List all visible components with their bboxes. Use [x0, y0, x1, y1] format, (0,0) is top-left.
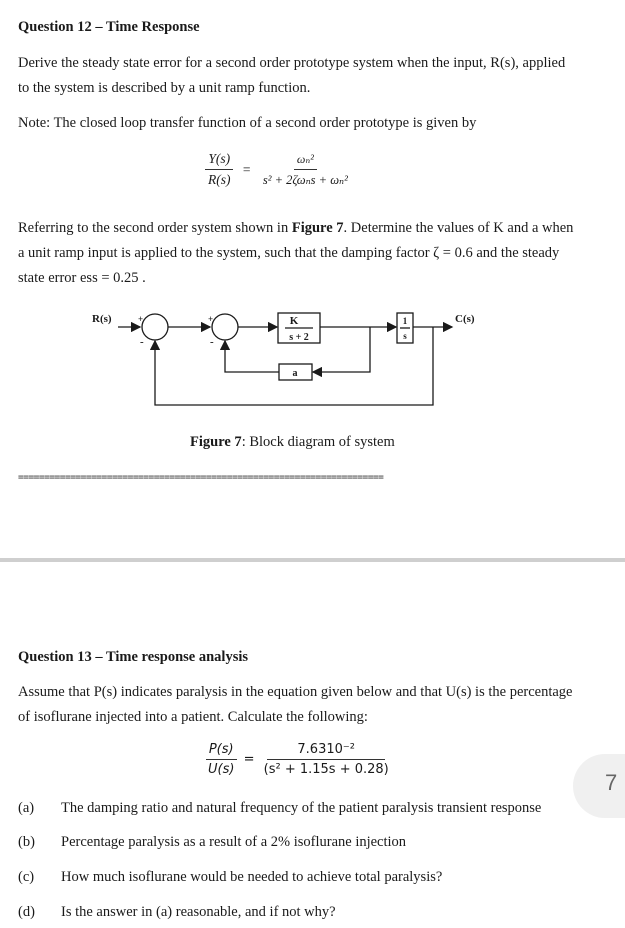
- block-integrator-num: 1: [402, 316, 408, 326]
- block-k-num: K: [289, 315, 299, 327]
- figure-caption-text: : Block diagram of system: [241, 434, 395, 450]
- q13-transfer-function: [205, 742, 392, 777]
- q13-paragraph: Assume that P(s) indicates paralysis in the equation given below and that U(s) is the percentage of isoflurane injected into a patient. Calculate the following:: [18, 684, 573, 725]
- sum1-plus-sign: +: [138, 314, 144, 324]
- inner-feedback-to-a: [313, 327, 370, 372]
- q13-eq-equals: =: [243, 752, 255, 767]
- q12-eq-rhs-den: s² + 2ζωₙs + ωₙ²: [262, 172, 348, 187]
- q12-eq-equals: =: [242, 161, 251, 177]
- q13-item-d-label: (d): [18, 904, 35, 920]
- q13-eq-lhs-num: P(s): [206, 742, 237, 760]
- q12-figure-ref: Figure 7: [291, 220, 344, 236]
- inner-feedback-to-sum2: [225, 341, 279, 372]
- summing-junction-1: [142, 314, 168, 340]
- figure-caption-label: Figure 7: [190, 434, 242, 450]
- block-k-den: s + 2: [289, 332, 309, 343]
- summing-junction-2: [212, 314, 238, 340]
- sum2-plus-sign: +: [208, 314, 214, 324]
- figure-caption: [190, 434, 395, 451]
- q12-eq-lhs-den: R(s): [208, 172, 231, 187]
- q13-item-a-label: (a): [18, 800, 35, 816]
- q13-item-a-text: The damping ratio and natural frequency of the patient paralysis transient response: [61, 800, 542, 816]
- q12-paragraph: Derive the steady state error for a second order prototype system when the input, R(s), applied to the system is described by a unit ramp function.: [18, 55, 566, 96]
- q12-para2-end: . Determine the values of K and a when a unit ramp input is applied to the system, such that the damping factor ζ = 0.6 and the steady state error ess = 0.25 .: [18, 220, 574, 286]
- q12-heading: Question 12 – Time Response: [18, 19, 200, 35]
- q13-item-b-label: (b): [18, 834, 35, 850]
- block-diagram: [80, 305, 500, 415]
- output-label: C(s): [455, 313, 475, 325]
- q12-eq-lhs-num: Y(s): [205, 151, 233, 170]
- page-break: [0, 558, 625, 562]
- q12-paragraph-2: [18, 216, 578, 291]
- q12-note: Note: The closed loop transfer function of a second order prototype is given by: [18, 115, 477, 131]
- q12-para2-start: Referring to the second order system shown in: [18, 220, 292, 236]
- block-a-label: a: [292, 368, 298, 379]
- q13-item-b-text: Percentage paralysis as a result of a 2% isoflurane injection: [61, 834, 407, 850]
- page-number-badge: [573, 754, 625, 818]
- q13-eq-rhs-den: (s² + 1.15s + 0.28): [263, 762, 389, 777]
- section-divider: ======================================================================: [18, 472, 384, 483]
- q13-eq-rhs-num: 7.6310⁻²: [267, 742, 385, 760]
- q13-item-c-text: How much isoflurane would be needed to achieve total paralysis?: [61, 869, 443, 885]
- q13-heading: Question 13 – Time response analysis: [18, 649, 249, 665]
- q13-item-d-text: Is the answer in (a) reasonable, and if not why?: [61, 904, 336, 920]
- page-number: 7: [605, 770, 618, 795]
- q12-transfer-function: [205, 151, 351, 188]
- q13-eq-lhs-den: U(s): [208, 762, 235, 777]
- sum1-minus-sign: -: [140, 336, 144, 348]
- q12-eq-rhs-num: ωₙ²: [294, 152, 317, 170]
- block-integrator-den: s: [403, 331, 407, 341]
- q13-item-c-label: (c): [18, 869, 35, 885]
- input-label: R(s): [92, 313, 112, 325]
- sum2-minus-sign: -: [210, 336, 214, 348]
